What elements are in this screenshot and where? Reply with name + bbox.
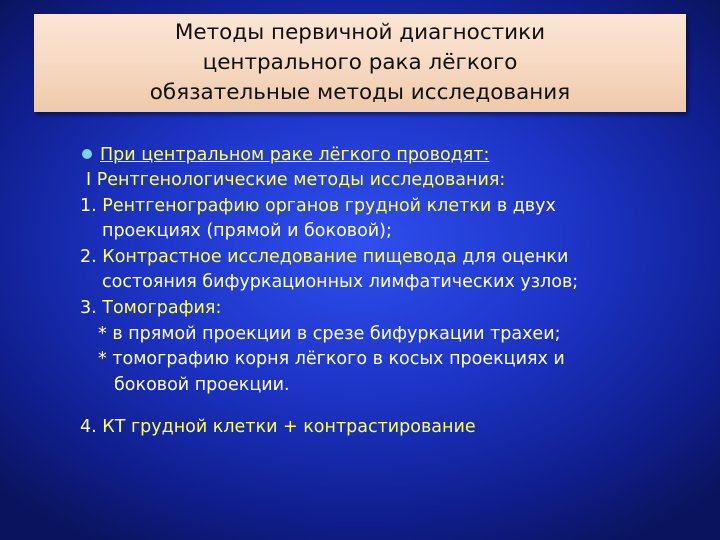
slide-title-box: [34, 14, 686, 112]
intro-text: При центральном раке лёгкого проводят:: [100, 145, 490, 165]
intro-line: [82, 142, 489, 168]
slide-title-line-1: Методы первичной диагностики: [174, 20, 546, 45]
item4-text: КТ грудной клетки + контрастирование: [96, 417, 476, 437]
list-item-4: [80, 414, 476, 440]
item2-number: 2.: [80, 247, 97, 267]
section-heading: [86, 167, 505, 193]
list-item-2: [80, 244, 568, 270]
item1-text-b: в двух: [491, 196, 556, 216]
item2-text-b: для оценки: [456, 247, 569, 267]
item1-number: 1.: [80, 196, 97, 216]
sub-item-2-continuation: [114, 372, 290, 398]
item3-number: 3.: [80, 298, 97, 318]
item4-number: 4.: [80, 417, 97, 437]
item1-text-c: проекциях (прямой и боковой);: [102, 221, 392, 241]
list-item-3: [80, 295, 221, 321]
item2-text-a: Контрастное исследование пищевода: [96, 247, 457, 267]
sub-item-1: [98, 321, 560, 347]
slide-title-line-2: центрального рака лёгкого: [202, 50, 518, 75]
list-item-1-continuation: [102, 218, 392, 244]
sub-item-1-text: в прямой проекции в срезе бифуркации трахеи;: [106, 324, 561, 344]
sub-item-2-text-a: томографию корня лёгкого в косых проекциях и: [106, 349, 565, 369]
sub-item-1-star: *: [98, 324, 107, 344]
slide-title-line-3: обязательные методы исследования: [149, 80, 571, 105]
sub-item-2-text-b: боковой проекции.: [114, 375, 290, 395]
list-item-2-continuation: [102, 269, 578, 295]
item3-text-a: Томография:: [96, 298, 222, 318]
item1-text-a: Рентгенографию органов грудной клетки: [96, 196, 492, 216]
item2-text-c: состояния бифуркационных лимфатических узлов;: [102, 272, 579, 292]
sub-item-2: [98, 346, 565, 372]
bullet-dot-icon: [82, 149, 92, 159]
sub-item-2-star: *: [98, 349, 107, 369]
section-text: Рентгенологические методы исследования:: [91, 170, 506, 190]
section-number: I: [86, 170, 92, 190]
list-item-1: [80, 193, 556, 219]
